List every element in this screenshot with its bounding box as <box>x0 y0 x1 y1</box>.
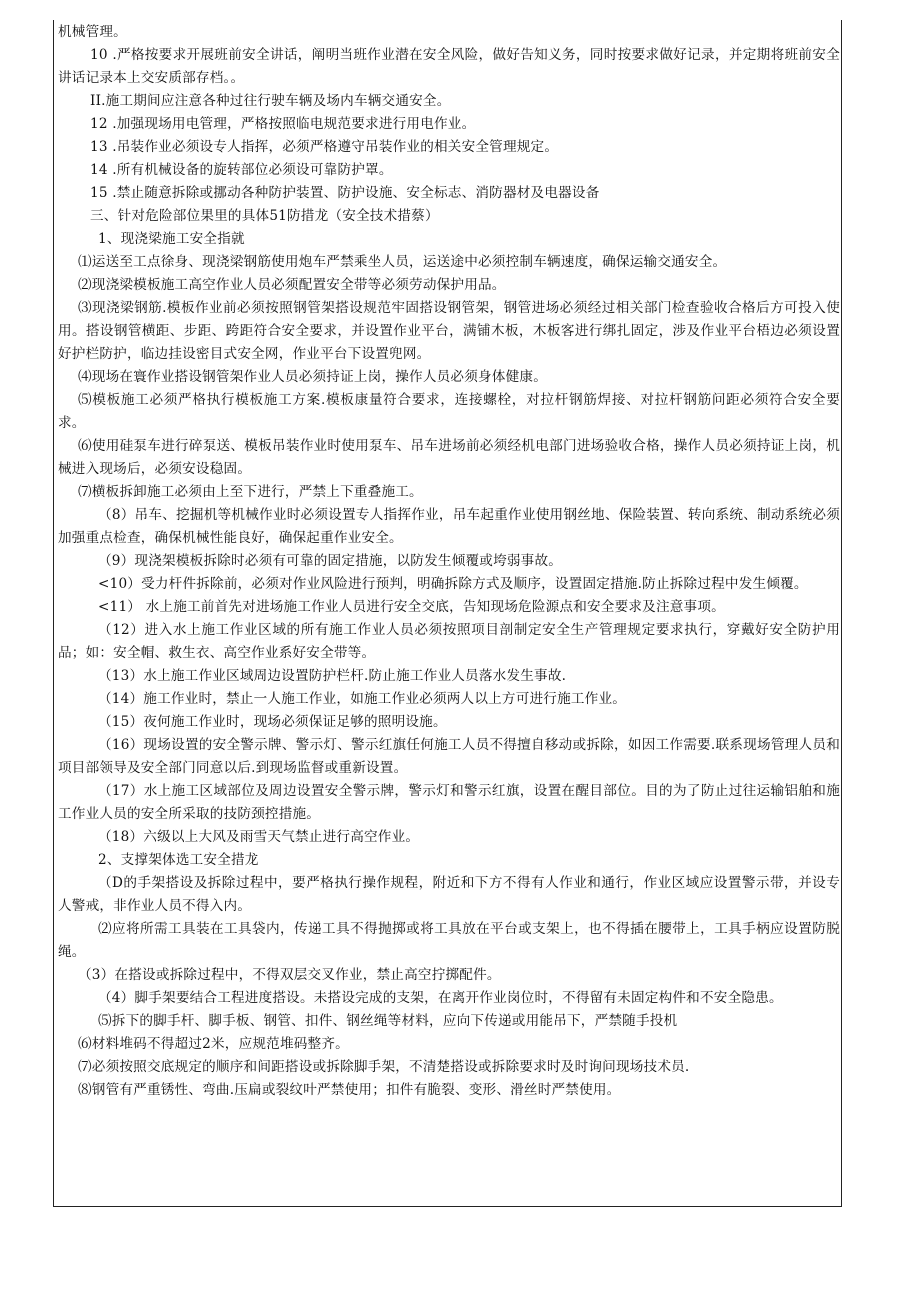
list-item: （16）现场设置的安全警示牌、警示灯、警示红旗任何施工人员不得擅自移动或拆除，如因工作需要.联系现场管理人员和项目部领导及安全部门同意以后.到现场监督或重新设置。 <box>58 737 840 776</box>
list-item: （13）水上施工作业区域周边设置防护栏杆.防止施工作业人员落水发生事故. <box>98 668 567 684</box>
item-10: 10 .严格按要求开展班前安全讲话，阐明当班作业潜在安全风险，做好告知义务，同时按要求做好记录，并定期将班前安全讲话记录本上交安质部存档。。 <box>58 47 840 86</box>
item-13: 13 .吊装作业必须设专人指挥，必须严格遵守吊装作业的相关安全管理规定。 <box>90 139 559 155</box>
list-item: ⑸拆下的脚手杆、脚手板、钢管、扣件、钢丝绳等材料，应向下传递或用能吊下，严禁随手投机 <box>98 1013 678 1029</box>
list-item: （3）在搭设或拆除过程中，不得双层交叉作业，禁止高空拧掷配件。 <box>78 967 501 983</box>
list-item: <11） 水上施工前首先对进场施工作业人员进行安全交底，告知现场危险源点和安全要求及注意事项。 <box>98 599 725 615</box>
item-12: 12 .加强现场用电管理，严格按照临电规范要求进行用电作业。 <box>90 116 476 132</box>
list-item: ⑺必须按照交底规定的顺序和间距搭设或拆除脚手架，不清楚搭设或拆除要求时及时询问现场技术员. <box>78 1059 690 1075</box>
paragraph-continuation: 机械管理。 <box>58 24 127 40</box>
list-item: ⑹使用硅泵车进行碎泵送、模板吊装作业时使用泵车、吊车进场前必须经机电部门进场验收合格，操作人员必须持证上岗，机械进入现场后，必须安设稳固。 <box>58 438 840 477</box>
subsection-heading-2: （D的手架搭设及拆除过程中，要严格执行操作规程，附近和下方不得有人作业和通行，作业区域应设置警示带，并设专人警戒，非作业人员不得入内。 <box>58 875 840 914</box>
subsection-heading-1: 1、现浇梁施工安全指就 <box>98 231 245 247</box>
list-item: ⑴运送至工点徐身、现浇梁钢筋使用炮车严禁乘坐人员，运送途中必须控制车辆速度，确保运输交通安全。 <box>78 254 727 270</box>
section-heading-3: 三、针对危险部位果里的具体51防措龙（安全技术措蔡） <box>90 208 439 224</box>
list-item: （18）六级以上大风及雨雪天气禁止进行高空作业。 <box>98 829 420 845</box>
list-item: （4）脚手架要结合工程进度搭设。未搭设完成的支架，在离开作业岗位时，不得留有未固定构件和不安全隐患。 <box>98 990 783 1006</box>
list-item: 2、支撑架体选工安全措龙 <box>98 852 259 868</box>
list-item: （15）夜何施工作业时，现场必须保证足够的照明设施。 <box>98 714 447 730</box>
list-item: （8）吊车、挖掘机等机械作业时必须设置专人指挥作业，吊车起重作业使用钢丝地、保险装置、转向系统、制动系统必须加强重点检查，确保机械性能良好，确保起重作业安全。 <box>58 507 840 546</box>
list-item: ⑹材料堆码不得超过2米，应规范堆码整齐。 <box>78 1036 349 1052</box>
list-item: ⑵应将所需工具装在工具袋内，传递工具不得抛掷或将工具放在平台或支架上，也不得插在腰带上，工具手柄应设置防脱绳。 <box>58 921 840 960</box>
list-item: ⑻钢管有严重锈性、弯曲.压扁或裂纹叶严禁使用；扣件有脆裂、变形、滑丝时严禁使用。 <box>78 1082 621 1098</box>
list-item: ⑺横板拆卸施工必须由上至下进行，严禁上下重叠施工。 <box>78 484 423 500</box>
list-item: （9）现浇架模板拆除时必须有可靠的固定措施，以防发生倾覆或垮弱事故。 <box>98 553 563 569</box>
item-14: 14 .所有机械设备的旋转部位必须设可靠防护罩。 <box>90 162 393 178</box>
document-body <box>58 21 840 1102</box>
list-item: （12）进入水上施工作业区域的所有施工作业人员必须按照项目剖制定安全生产管理规定要求执行，穿戴好安全防护用品；如：安全帽、救生衣、高空作业系好安全带等。 <box>58 622 840 661</box>
list-item: <10）受力杆件拆除前，必须对作业风险进行预判，明确拆除方式及顺序，设置固定措施.防止拆除过程中发生倾覆。 <box>98 576 808 592</box>
list-item: ⑷现场在寰作业搭设钢管架作业人员必须持证上岗，操作人员必须身体健康。 <box>78 369 547 385</box>
list-item: ⑵现浇梁模板施工高空作业人员必须配置安全带等必须劳动保护用品。 <box>78 277 506 293</box>
item-15: 15 .禁止随意拆除或挪动各种防护装置、防护设施、安全标志、消防器材及电器设备 <box>90 185 600 201</box>
list-item: ⑸模板施工必须严格执行模板施工方案.模板康量符合要求，连接螺栓，对拉杆钢筋焊接、对拉杆钢筋问距必须符合安全要求。 <box>58 392 840 431</box>
list-item: （17）水上施工区域部位及周边设置安全警示牌，警示灯和警示红旗，设置在醒目部位。目的为了防止过往运输铝舶和施工作业人员的安全所采取的技防颈控措施。 <box>58 783 840 822</box>
list-item: （14）施工作业时，禁止一人施工作业，如施工作业必须两人以上方可进行施工作业。 <box>98 691 627 707</box>
list-item: ⑶现浇梁钢筋.模板作业前必须按照钢管架搭设规范牢固搭设钢管架，钢管进场必须经过相关部门检查验收合格后方可投入使用。搭设钢管横距、步距、跨距符合安全要求，并设置作业平台，满铺木板，木板客进行绑扎固定，涉及作业平台梧边必须设置好护栏防护，临边挂设密目式安全网，作业平台下设置兜网。 <box>58 300 840 362</box>
item-11: II.施工期间应注意各种过往行驶车辆及场内车辆交通安全。 <box>90 93 451 109</box>
